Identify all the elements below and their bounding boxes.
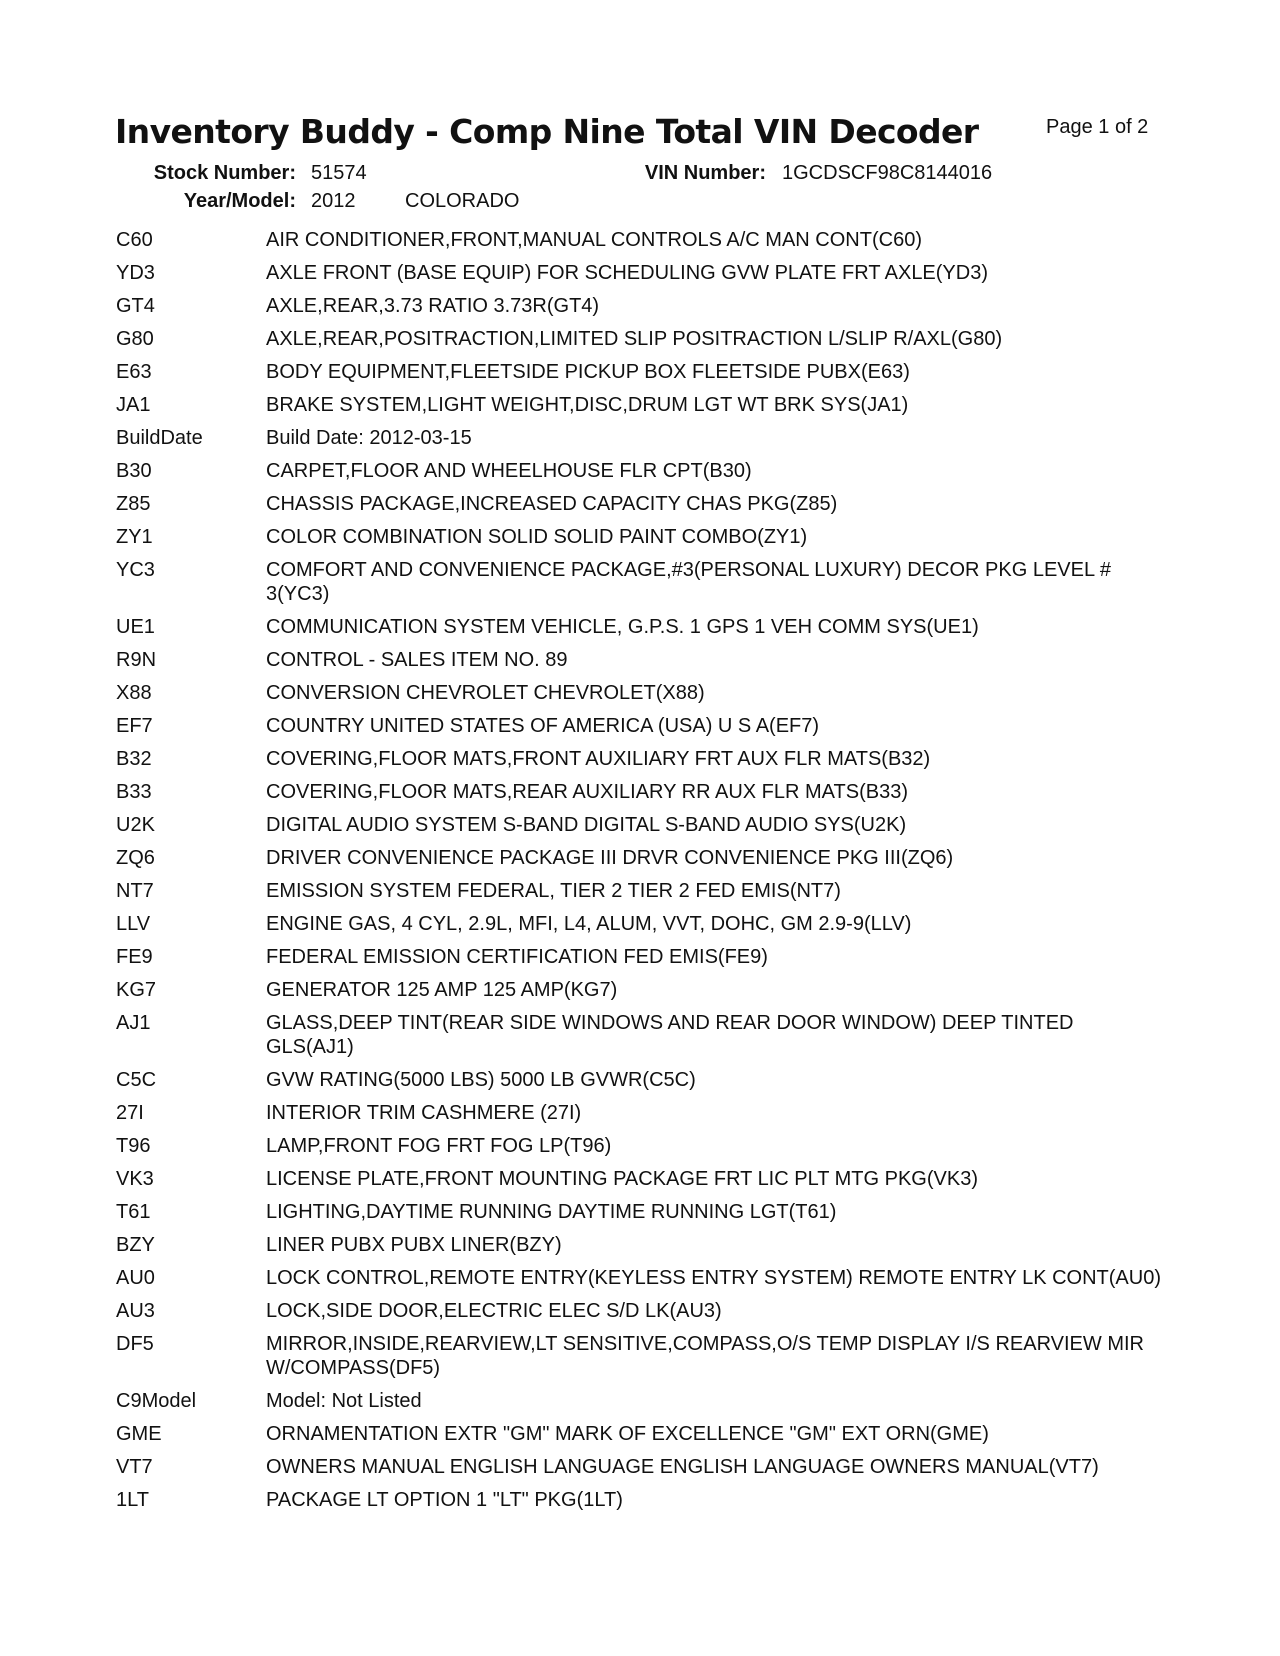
option-description: ORNAMENTATION EXTR "GM" MARK OF EXCELLENCE "GM" EXT ORN(GME) [266,1423,989,1445]
option-description: BODY EQUIPMENT,FLEETSIDE PICKUP BOX FLEETSIDE PUBX(E63) [266,361,910,383]
option-description: GVW RATING(5000 LBS) 5000 LB GVWR(C5C) [266,1069,696,1091]
option-code: AU0 [116,1267,155,1289]
stock-number-label: Stock Number: [153,162,296,184]
option-code: VT7 [116,1456,153,1478]
option-row [116,426,1166,450]
option-description: BRAKE SYSTEM,LIGHT WEIGHT,DISC,DRUM LGT WT BRK SYS(JA1) [266,394,909,416]
year-value: 2012 [311,190,356,212]
option-code: GT4 [116,295,155,317]
option-row [116,1389,1166,1413]
option-code: FE9 [116,946,153,968]
option-row [116,681,1166,705]
vin-number-value: 1GCDSCF98C8144016 [782,162,993,184]
option-description: Build Date: 2012-03-15 [266,427,472,449]
option-row [116,525,1166,549]
option-code: BuildDate [116,427,203,449]
option-description: MIRROR,INSIDE,REARVIEW,LT SENSITIVE,COMPASS,O/S TEMP DISPLAY I/S REARVIEW MIR W/COMPASS(DF5) [266,1333,1144,1379]
option-description: GENERATOR 125 AMP 125 AMP(KG7) [266,979,618,1001]
option-code: ZQ6 [116,847,155,869]
option-description: LOCK CONTROL,REMOTE ENTRY(KEYLESS ENTRY SYSTEM) REMOTE ENTRY LK CONT(AU0) [266,1267,1161,1289]
option-description: GLASS,DEEP TINT(REAR SIDE WINDOWS AND REAR DOOR WINDOW) DEEP TINTED GLS(AJ1) [266,1012,1074,1058]
option-row [116,393,1166,417]
option-row [116,1266,1166,1290]
option-row [116,459,1166,483]
option-description: COUNTRY UNITED STATES OF AMERICA (USA) U S A(EF7) [266,715,820,737]
option-description: CONVERSION CHEVROLET CHEVROLET(X88) [266,682,705,704]
option-description: LIGHTING,DAYTIME RUNNING DAYTIME RUNNING LGT(T61) [266,1201,837,1223]
option-description: COMFORT AND CONVENIENCE PACKAGE,#3(PERSONAL LUXURY) DECOR PKG LEVEL # 3(YC3) [266,559,1112,605]
option-code: NT7 [116,880,154,902]
page-number: Page 1 of 2 [1046,116,1149,138]
option-row [116,558,1166,606]
option-row [116,1299,1166,1323]
option-row [116,912,1166,936]
option-code: EF7 [116,715,153,737]
option-row [116,1332,1166,1380]
option-row [116,1233,1166,1257]
option-code: KG7 [116,979,157,1001]
option-code: C9Model [116,1390,197,1412]
option-code: ZY1 [116,526,153,548]
option-code: B30 [116,460,152,482]
stock-number-value: 51574 [311,162,367,184]
year-model-label: Year/Model: [183,190,296,212]
option-row [116,1011,1166,1059]
option-description: AIR CONDITIONER,FRONT,MANUAL CONTROLS A/C MAN CONT(C60) [266,229,922,251]
option-description: CARPET,FLOOR AND WHEELHOUSE FLR CPT(B30) [266,460,752,482]
options-list [116,228,1166,1521]
option-code: VK3 [116,1168,154,1190]
option-code: JA1 [116,394,151,416]
option-code: C60 [116,229,153,251]
option-row [116,1488,1166,1512]
model-value: COLORADO [405,190,520,212]
option-description: COMMUNICATION SYSTEM VEHICLE, G.P.S. 1 GPS 1 VEH COMM SYS(UE1) [266,616,979,638]
option-row [116,294,1166,318]
option-description: COVERING,FLOOR MATS,FRONT AUXILIARY FRT AUX FLR MATS(B32) [266,748,931,770]
option-row [116,1422,1166,1446]
option-description: DIGITAL AUDIO SYSTEM S-BAND DIGITAL S-BAND AUDIO SYS(U2K) [266,814,907,836]
option-row [116,615,1166,639]
option-code: YD3 [116,262,155,284]
option-code: LLV [116,913,151,935]
option-row [116,1101,1166,1125]
option-row [116,1068,1166,1092]
option-code: U2K [116,814,155,836]
option-code: X88 [116,682,152,704]
option-description: COVERING,FLOOR MATS,REAR AUXILIARY RR AUX FLR MATS(B33) [266,781,908,803]
option-code: B33 [116,781,152,803]
option-row [116,747,1166,771]
option-code: Z85 [116,493,151,515]
option-description: LICENSE PLATE,FRONT MOUNTING PACKAGE FRT LIC PLT MTG PKG(VK3) [266,1168,978,1190]
option-code: 1LT [116,1489,149,1511]
option-code: C5C [116,1069,157,1091]
option-row [116,1134,1166,1158]
option-code: DF5 [116,1333,154,1355]
option-row [116,492,1166,516]
option-row [116,327,1166,351]
option-description: LINER PUBX PUBX LINER(BZY) [266,1234,562,1256]
document-title: Inventory Buddy - Comp Nine Total VIN Decoder [115,112,979,151]
option-code: 27I [116,1102,144,1124]
option-description: EMISSION SYSTEM FEDERAL, TIER 2 TIER 2 FED EMIS(NT7) [266,880,841,902]
option-description: AXLE,REAR,POSITRACTION,LIMITED SLIP POSITRACTION L/SLIP R/AXL(G80) [266,328,1003,350]
option-row [116,945,1166,969]
option-description: FEDERAL EMISSION CERTIFICATION FED EMIS(FE9) [266,946,768,968]
option-row [116,813,1166,837]
option-description: PACKAGE LT OPTION 1 "LT" PKG(1LT) [266,1489,623,1511]
option-description: COLOR COMBINATION SOLID SOLID PAINT COMBO(ZY1) [266,526,808,548]
option-row [116,1455,1166,1479]
option-row [116,648,1166,672]
option-code: YC3 [116,559,155,581]
option-row [116,360,1166,384]
option-code: B32 [116,748,152,770]
option-description: CHASSIS PACKAGE,INCREASED CAPACITY CHAS PKG(Z85) [266,493,838,515]
option-code: AU3 [116,1300,155,1322]
option-code: AJ1 [116,1012,151,1034]
option-code: T61 [116,1201,151,1223]
option-row [116,879,1166,903]
option-description: INTERIOR TRIM CASHMERE (27I) [266,1102,582,1124]
option-description: OWNERS MANUAL ENGLISH LANGUAGE ENGLISH LANGUAGE OWNERS MANUAL(VT7) [266,1456,1099,1478]
option-description: AXLE FRONT (BASE EQUIP) FOR SCHEDULING GVW PLATE FRT AXLE(YD3) [266,262,989,284]
option-description: LAMP,FRONT FOG FRT FOG LP(T96) [266,1135,612,1157]
option-code: BZY [116,1234,155,1256]
option-row [116,261,1166,285]
option-row [116,1167,1166,1191]
option-code: GME [116,1423,162,1445]
option-row [116,846,1166,870]
option-row [116,228,1166,252]
option-description: Model: Not Listed [266,1390,422,1412]
vin-number-label: VIN Number: [644,162,766,184]
option-code: G80 [116,328,154,350]
option-row [116,780,1166,804]
option-description: ENGINE GAS, 4 CYL, 2.9L, MFI, L4, ALUM, VVT, DOHC, GM 2.9-9(LLV) [266,913,912,935]
option-row [116,978,1166,1002]
option-code: T96 [116,1135,151,1157]
option-description: CONTROL - SALES ITEM NO. 89 [266,649,568,671]
option-row [116,714,1166,738]
option-code: E63 [116,361,152,383]
option-description: LOCK,SIDE DOOR,ELECTRIC ELEC S/D LK(AU3) [266,1300,722,1322]
option-row [116,1200,1166,1224]
option-code: UE1 [116,616,155,638]
option-description: DRIVER CONVENIENCE PACKAGE III DRVR CONVENIENCE PKG III(ZQ6) [266,847,954,869]
option-description: AXLE,REAR,3.73 RATIO 3.73R(GT4) [266,295,600,317]
option-code: R9N [116,649,157,671]
